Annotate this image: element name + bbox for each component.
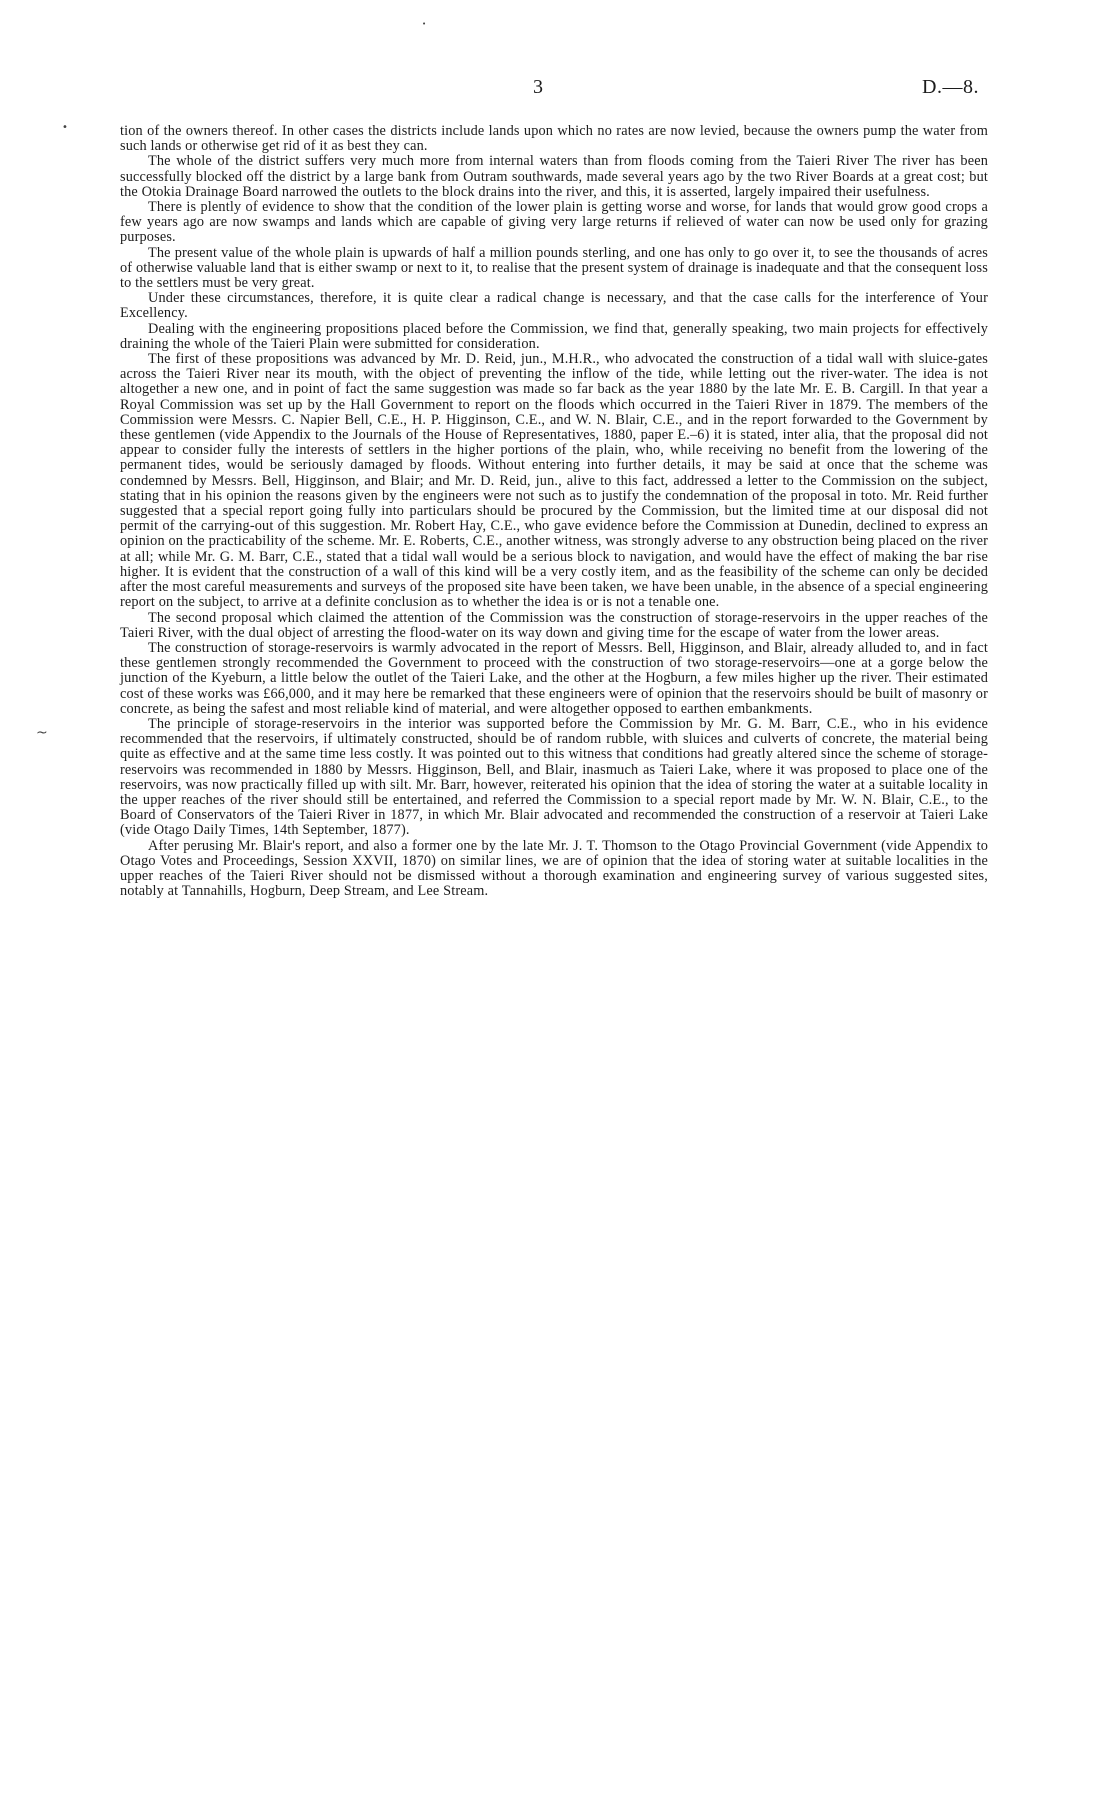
body-text xyxy=(120,124,988,899)
paragraph: Under these circumstances, therefore, it is quite clear a radical change is necessary, and that the case calls for the interference of Your Excellency. xyxy=(120,290,988,322)
paragraph: Dealing with the engineering propositions placed before the Commission, we find that, generally speaking, two main projects for effectively draining the whole of the Taieri Plain were submitted for consideration. xyxy=(120,320,988,352)
document-reference: D.—8. xyxy=(922,76,979,98)
scan-speck-top: • xyxy=(422,20,427,28)
scan-speck-left: • xyxy=(62,122,68,133)
page-number: 3 xyxy=(533,76,543,98)
paragraph: The first of these propositions was advanced by Mr. D. Reid, jun., M.H.R., who advocated the construction of a tidal wall with sluice-gates across the Taieri River near its mouth, with the object of preventing the inflow of the tide, while letting out the river-water. The idea is not altogether a new one, and in point of fact the same suggestion was made so far back as the year 1880 by the late Mr. E. B. Cargill. In that year a Royal Commission was set up by the Hall Government to report on the floods which occurred in the Taieri River in 1879. The members of the Commission were Messrs. C. Napier Bell, C.E., H. P. Higginson, C.E., and W. N. Blair, C.E., and in the report forwarded to the Government by these gentlemen (vide Appendix to the Journals of the House of Representatives, 1880, paper E.–6) it is stated, inter alia, that the proposal did not appear to consider fully the interests of settlers in the higher portions of the plain, who, while receiving no benefit from the lowering of the permanent tides, would be seriously damaged by floods. Without entering into further details, it may be said at once that the scheme was condemned by Messrs. Bell, Higginson, and Blair; and Mr. D. Reid, jun., alive to this fact, addressed a letter to the Commission on the subject, stating that in his opinion the reasons given by the engineers were not such as to justify the condemnation of the proposal in toto. Mr. Reid further suggested that a special report going fully into particulars should be procured by the Commission, but the limited time at our disposal did not permit of the carrying-out of this suggestion. Mr. Robert Hay, C.E., who gave evidence before the Commission at Dunedin, declined to express an opinion on the practicability of the scheme. Mr. E. Roberts, C.E., another witness, was strongly adverse to any obstruction being placed on the river at all; while Mr. G. M. Barr, C.E., stated that a tidal wall would be a serious block to navigation, and would have the effect of making the bar rise higher. It is evident that the construction of a wall of this kind will be a very costly item, and as the feasibility of the scheme can only be decided after the most careful measurements and surveys of the proposed site have been taken, we have been unable, in the absence of a special engineering report on the subject, to arrive at a definite conclusion as to whether the idea is or is not a tenable one. xyxy=(120,351,988,611)
paragraph: There is plently of evidence to show that the condition of the lower plain is getting worse and worse, for lands that would grow good crops a few years ago are now swamps and lands which are capable of giving very large returns if relieved of water can now be used only for grazing purposes. xyxy=(120,199,988,246)
scan-mark-margin: ~ xyxy=(36,725,48,741)
paragraph-continuation: tion of the owners thereof. In other cases the districts include lands upon which no rates are now levied, because the owners pump the water from such lands or otherwise get rid of it as best they can. xyxy=(120,123,988,155)
paragraph: After perusing Mr. Blair's report, and also a former one by the late Mr. J. T. Thomson to the Otago Provincial Government (vide Appendix to Otago Votes and Proceedings, Session XXVII, 1870) on similar lines, we are of opinion that the idea of storing water at suitable localities in the upper reaches of the Taieri River should not be dismissed without a thorough examination and engineering survey of various suggested sites, notably at Tannahills, Hogburn, Deep Stream, and Lee Stream. xyxy=(120,837,988,900)
paragraph: The construction of storage-reservoirs is warmly advocated in the report of Messrs. Bell, Higginson, and Blair, already alluded to, and in fact these gentlemen strongly recommended the Government to proceed with the construction of two storage-reservoirs—one at a gorge below the junction of the Kyeburn, a little below the outlet of the Taieri Lake, and the other at the Hogburn, a few miles higher up the river. Their estimated cost of these works was £66,000, and it may here be remarked that these engineers were of opinion that the reservoirs should be built of masonry or concrete, as being the safest and most reliable kind of material, and were altogether opposed to earthen embankments. xyxy=(120,639,988,717)
paragraph: The second proposal which claimed the attention of the Commission was the construction of storage-reservoirs in the upper reaches of the Taieri River, with the dual object of arresting the flood-water on its way down and giving time for the escape of water from the lower areas. xyxy=(120,609,988,641)
paragraph: The principle of storage-reservoirs in the interior was supported before the Commission by Mr. G. M. Barr, C.E., who in his evidence recommended that the reservoirs, if ultimately constructed, should be of random rubble, with sluices and culverts of concrete, the material being quite as effective and at the same time less costly. It was pointed out to this witness that conditions had greatly altered since the scheme of storage-reservoirs was recommended in 1880 by Messrs. Higginson, Bell, and Blair, inasmuch as Taieri Lake, where it was proposed to place one of the reservoirs, was now practically filled up with silt. Mr. Barr, however, reiterated his opinion that the idea of storing the water at a suitable locality in the upper reaches of the river should still be entertained, and referred the Commission to a special report made by Mr. W. N. Blair, C.E., to the Board of Conservators of the Taieri River in 1877, in which Mr. Blair advocated and recommended the construction of a reservoir at Taieri Lake (vide Otago Daily Times, 14th September, 1877). xyxy=(120,715,988,839)
paragraph: The present value of the whole plain is upwards of half a million pounds sterling, and one has only to go over it, to see the thousands of acres of otherwise valuable land that is either swamp or next to it, to realise that the present system of drainage is inadequate and that the consequent loss to the settlers must be very great. xyxy=(120,244,988,292)
paragraph: The whole of the district suffers very much more from internal waters than from floods coming from the Taieri River The river has been successfully blocked off the district by a large bank from Outram southwards, made several years ago by the two River Boards at a great cost; but the Otokia Drainage Board narrowed the outlets to the block drains into the river, and this, it is asserted, largely impaired their usefulness. xyxy=(120,153,988,200)
